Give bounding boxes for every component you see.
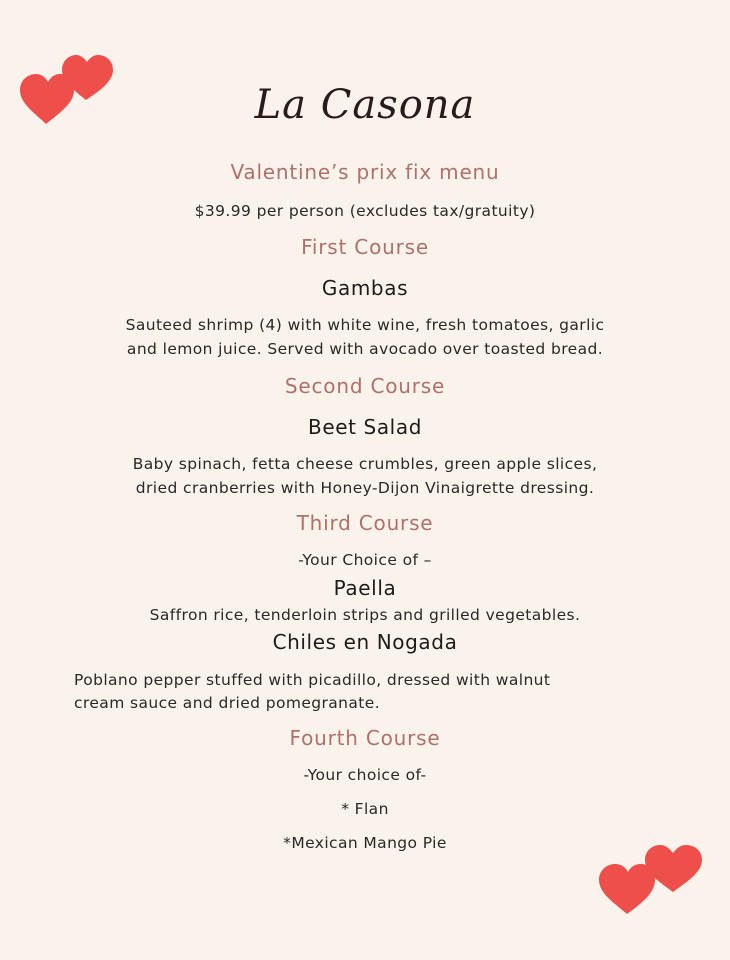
price-note: $39.99 per person (excludes tax/gratuity): [194, 202, 536, 220]
flan-option: * Flan: [341, 800, 389, 818]
first-course-dish: Gambas: [321, 276, 409, 300]
second-course-heading: Second Course: [284, 374, 446, 398]
menu-subtitle: Valentine’s prix fix menu: [230, 160, 500, 184]
second-course-description: Baby spinach, fetta cheese crumbles, green apple slices,: [132, 455, 598, 473]
mango-pie-option: *Mexican Mango Pie: [283, 834, 447, 852]
heart-pair-icon: [597, 842, 707, 916]
first-course-description: Sauteed shrimp (4) with white wine, fresh tomatoes, garlic: [125, 316, 605, 334]
fourth-course-choice-label: -Your choice of-: [303, 766, 427, 784]
third-course-choice-label: -Your Choice of –: [298, 551, 432, 569]
third-course-heading: Third Course: [296, 511, 434, 535]
first-course-description: and lemon juice. Served with avocado over toasted bread.: [126, 340, 604, 358]
fourth-course-heading: Fourth Course: [289, 726, 441, 750]
second-course-dish: Beet Salad: [308, 415, 422, 439]
chiles-en-nogada-description: cream sauce and dried pomegranate.: [74, 694, 381, 712]
paella-dish: Paella: [333, 576, 397, 600]
chiles-en-nogada-dish: Chiles en Nogada: [272, 630, 458, 654]
restaurant-name: La Casona: [254, 82, 476, 128]
heart-icon: [599, 864, 655, 914]
first-course-heading: First Course: [301, 235, 429, 259]
chiles-en-nogada-description: Poblano pepper stuffed with picadillo, dressed with walnut: [74, 671, 551, 689]
paella-description: Saffron rice, tenderloin strips and grilled vegetables.: [149, 606, 581, 624]
second-course-description: dried cranberries with Honey-Dijon Vinaigrette dressing.: [135, 479, 595, 497]
